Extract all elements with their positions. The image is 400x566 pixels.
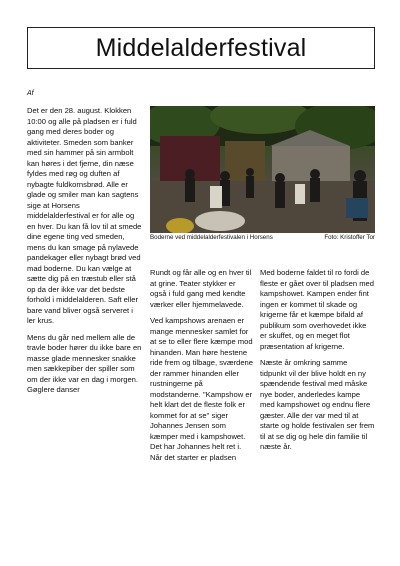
column-3 <box>260 268 375 459</box>
paragraph: Det er den 28. august. Klokken 10:00 og alle på pladsen er i fuld gang med deres boder og aktiviteter. Smeden som banker med sin hammer på sin armbolt kan høres i det fjerne, din næse fyldes med røg og duften af nybagte fuldkornsbrød. Alle er glade og smiler man kan sagtens sige at Horsens middelalderfestival er for alle og en hver. Du kan få lov til at smede dine egene ting ved smeden, mens du kan smage på nylavede pandekager eller nybagt brød ved mad boderne. Du kan vælge at sætte dig på en træstub eller stå op da der ikke var det bedste forhold i middelalderen. Saft eller bare vand bliver også serveret i ler krus. <box>27 106 142 325</box>
paragraph: Mens du går ned mellem alle de travle boder hører du ikke bare en masse glade mennesker snakke men sækkepiber der spiller som om der ikke var en dag i morgen. Gøglere danser <box>27 332 142 394</box>
paragraph: Ved kampshows arenaen er mange mennesker samlet for at se to eller flere kæmpe mod hinanden. Man høre hestene ride frem og tilbage, sværdene der rammer hinanden eller rustningerne på modstanderne. ''Kampshow er helt klart det de fleste folk er kommet for at se'' siger Johannes Jensen som kæmper med i kampshowet. Det har Johannes helt ret i. Når det starter er pladsen <box>150 316 253 462</box>
column-2 <box>150 268 253 469</box>
column-1 <box>27 106 143 402</box>
paragraph: Næste år omkring samme tidpunkt vil der blive holdt en ny spændende festival med måske nye boder, anderledes kampe med kampshowet og endnu flere gæster. Alle der var med til at starte og holde festivalen ser frem til at se dig og hele din familie til næste år. <box>260 358 375 451</box>
festival-photo <box>150 106 375 233</box>
paragraph: Rundt og får alle og en hver til at grine. Teater stykker er også i fuld gang med kendte værker eller hjemmelavede. <box>150 268 252 309</box>
photo-illustration <box>150 106 375 233</box>
photo-caption: Boderne ved middelalderfestivalen i Horsens <box>150 234 273 241</box>
photo-caption-row <box>150 234 375 241</box>
article-title: Middelalderfestival <box>95 33 307 62</box>
photo-credit: Foto: Kristoffer Tor <box>324 234 375 241</box>
photo-block <box>150 106 375 256</box>
paragraph: Med boderne faldet til ro fordi de fleste er gået over til pladsen med kampshowet. Kampen ender fint ingen er kommet til skade og krigerne får et kæmpe bifald af publikum som overhovedet ikke er skuffet, og en meget flot præsentation af krigerne. <box>260 268 374 351</box>
byline: Af <box>27 90 34 97</box>
title-box <box>27 27 375 69</box>
